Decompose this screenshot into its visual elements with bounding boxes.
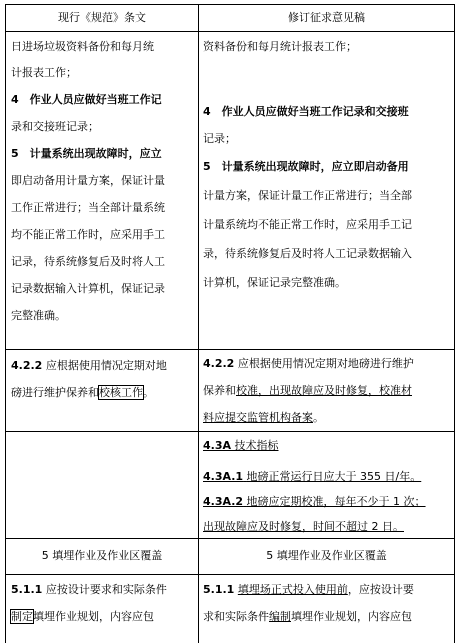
row1-right-cell	[203, 40, 451, 345]
section-heading	[203, 439, 279, 453]
text-line: 录和交接班记录；	[11, 120, 99, 133]
text-line: 4 作业人员应做好当班工作记录和交接班	[203, 105, 409, 118]
clause-text: 应按设计要求和实际条件	[45, 583, 167, 596]
text-line	[11, 610, 154, 624]
row3-right-cell	[203, 439, 451, 535]
header-current-code: 现行《规范》条文	[58, 11, 146, 24]
text-line	[203, 583, 414, 597]
clause-number: 4.2.2	[203, 357, 235, 370]
clause-number: 5.1.1	[203, 583, 235, 596]
row5-right-cell	[203, 583, 451, 641]
text-line: 完整准确。	[11, 309, 66, 322]
text-line: 工作正常进行；当全部计量系统	[11, 201, 165, 214]
row1-left-cell	[11, 40, 197, 345]
text-line: 录，待系统修复后及时将人工记录数据输入	[203, 247, 412, 260]
underlined-addition: 填埋场正式投入使用前	[237, 583, 348, 596]
clause-text: 填埋作业规划，内容应包	[291, 610, 412, 623]
clause-number: 4.3A.1	[203, 470, 244, 483]
section-title-right: 5 填埋作业及作业区覆盖	[266, 549, 387, 562]
text-line	[203, 384, 412, 398]
row5-left-cell	[11, 583, 197, 641]
clause-text: 应根据使用情况定期对地	[45, 359, 167, 372]
table-rule-row4	[5, 574, 455, 575]
text-line: 日进场垃圾资料备份和每月统	[11, 40, 154, 53]
clause-number: 4.2.2	[11, 359, 43, 372]
clause-text: 。	[313, 411, 324, 424]
text-line	[11, 359, 167, 373]
text-line: 记录，待系统修复后及时将人工	[11, 255, 165, 268]
row2-left-cell	[11, 359, 197, 427]
text-line: 记录；	[203, 132, 236, 145]
table-rule-header	[5, 31, 455, 32]
clause-text: 填埋作业规划，内容应包	[33, 610, 154, 623]
clause-text: 保养和	[203, 384, 236, 397]
boxed-deletion: 校核工作	[99, 386, 143, 399]
table-border-right	[454, 4, 455, 643]
text-line: 出现故障应及时修复，时间不超过 2 日。	[203, 520, 404, 533]
clause-number: 4.3A	[203, 439, 231, 452]
text-line: 5 计量系统出现故障时，应立	[11, 147, 162, 160]
table-rule-row2	[5, 431, 455, 432]
table-border-left	[5, 4, 6, 643]
comparison-table	[5, 4, 455, 643]
text-line: 4 作业人员应做好当班工作记	[11, 93, 162, 106]
boxed-deletion: 制定	[11, 610, 33, 623]
text-line	[203, 357, 414, 371]
clause-number: 5.1.1	[11, 583, 43, 596]
text-line	[11, 386, 154, 400]
text-line	[203, 411, 324, 425]
text-line: 计算机，保证记录完整准确。	[203, 276, 346, 289]
text-line	[203, 495, 426, 509]
table-rule-row1	[5, 349, 455, 350]
text-line	[203, 610, 412, 624]
text-line: 即启动备用计量方案，保证计量	[11, 174, 165, 187]
underlined-addition: 校准，出现故障应及时修复，校准材	[236, 384, 412, 397]
clause-text: 技术指标	[234, 439, 279, 452]
clause-text: 磅进行维护保养和	[11, 386, 99, 399]
text-line	[203, 470, 421, 484]
table-divider-middle	[198, 4, 199, 643]
clause-text: ，应按设计要	[347, 583, 414, 596]
text-line: 5 计量系统出现故障时，应立即启动备用	[203, 160, 409, 173]
section-title-left: 5 填埋作业及作业区覆盖	[41, 549, 163, 562]
clause-text: 。	[143, 386, 154, 399]
text-line: 资料备份和每月统计报表工作；	[203, 40, 357, 53]
text-line: 计量系统均不能正常工作时，应采用手工记	[203, 218, 412, 231]
text-line	[11, 583, 167, 597]
text-line: 计量方案，保证计量工作正常进行；当全部	[203, 189, 412, 202]
row2-right-cell	[203, 357, 451, 427]
text-line: 计报表工作；	[11, 66, 77, 79]
text-line: 记录数据输入计算机，保证记录	[11, 282, 165, 295]
underlined-addition: 编制	[269, 610, 291, 623]
table-rule-row3	[5, 538, 455, 539]
header-revision-draft: 修订征求意见稿	[288, 11, 365, 24]
clause-text: 求和实际条件	[203, 610, 269, 623]
clause-text: 应根据使用情况定期对地磅进行维护	[237, 357, 414, 370]
text-line: 均不能正常工作时，应采用手工	[11, 228, 165, 241]
clause-text: 地磅正常运行日应大于 355 日/年。	[246, 470, 422, 483]
clause-number: 4.3A.2	[203, 495, 244, 508]
clause-text: 地磅应定期校准，每年不少于 1 次；	[246, 495, 426, 508]
underlined-addition: 料应提交监管机构备案	[203, 411, 313, 424]
